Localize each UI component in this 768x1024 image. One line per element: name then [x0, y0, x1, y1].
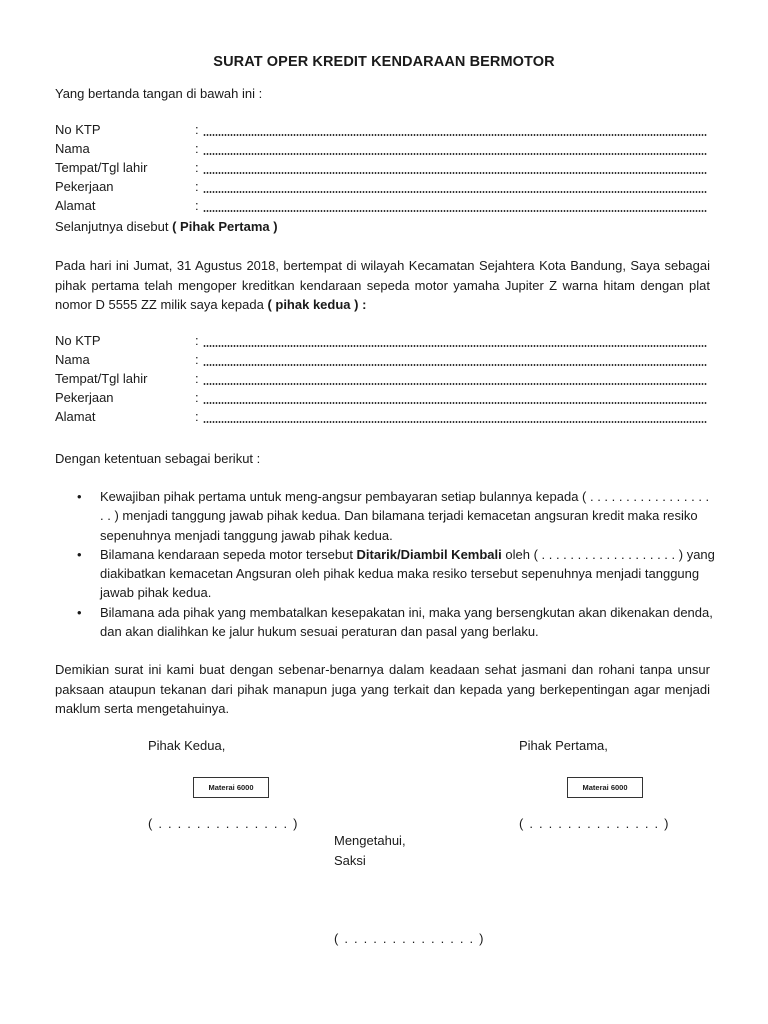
term-text-after: oleh ( . . . . . . . . . . . . . . . . . . . ) yang diakibatkan kemacetan Angsuran oleh pihak kedua maka resiko tersebut sepenuhnya menjadi tanggung jawab pihak kedua. [100, 546, 715, 601]
field-colon: : [195, 333, 199, 348]
designation-prefix: Selanjutnya disebut [55, 219, 173, 234]
field-label: Alamat [55, 198, 96, 213]
bullet-icon: • [77, 546, 82, 562]
field-label: Nama [55, 352, 90, 367]
field-label: Pekerjaan [55, 390, 114, 405]
field-colon: : [195, 141, 199, 156]
designation-label: ( Pihak Pertama ) [172, 219, 278, 234]
witness-name-blank[interactable]: ( . . . . . . . . . . . . . . ) [334, 931, 485, 946]
field-label: Nama [55, 141, 90, 156]
term-bold-text: Ditarik/Diambil Kembali [356, 546, 502, 562]
field-colon: : [195, 198, 199, 213]
term-text: Bilamana ada pihak yang membatalkan kesepakatan ini, maka yang bersengkutan akan dikenakan denda, dan akan dialihkan ke jalur hukum sesuai peraturan dan pasal yang berlaku. [100, 604, 713, 640]
field-colon: : [195, 160, 199, 175]
field-row-pekerjaan [55, 390, 715, 409]
term-item [55, 603, 715, 642]
alamat-blank-field[interactable] [203, 421, 707, 423]
first-party-name-blank[interactable]: ( . . . . . . . . . . . . . . ) [519, 816, 670, 831]
bullet-icon: • [77, 604, 82, 620]
field-colon: : [195, 352, 199, 367]
second-party-name-blank[interactable]: ( . . . . . . . . . . . . . . ) [148, 816, 299, 831]
pekerjaan-blank-field[interactable] [203, 191, 707, 193]
field-label: Alamat [55, 409, 96, 424]
field-label: Pekerjaan [55, 179, 114, 194]
field-label: No KTP [55, 122, 101, 137]
transfer-text: Pada hari ini Jumat, 31 Agustus 2018, bertempat di wilayah Kecamatan Sejahtera Kota Bandung, Saya sebagai pihak pertama telah mengoper kreditkan kendaraan sepeda motor yamaha Jupiter Z warna hitam dengan plat nomor D 5555 ZZ milik saya kepada [55, 258, 710, 312]
field-row-no-ktp [55, 333, 715, 352]
no-ktp-blank-field[interactable] [203, 134, 707, 136]
field-row-pekerjaan [55, 179, 715, 198]
intro-text: Yang bertanda tangan di bawah ini : [55, 86, 263, 101]
field-row-no-ktp [55, 122, 715, 141]
field-row-alamat [55, 409, 715, 428]
first-party-label: Pihak Pertama, [519, 738, 608, 753]
field-colon: : [195, 409, 199, 424]
closing-paragraph: Demikian surat ini kami buat dengan sebenar-benarnya dalam keadaan sehat jasmani dan rohani tanpa unsur paksaan ataupun tekanan dari pihak manapun juga yang terkait dan kepada yang berkepentingan agar menjadi maklum serta mengetahuinya. [55, 662, 710, 716]
bullet-icon: • [77, 489, 82, 504]
field-label: Tempat/Tgl lahir [55, 160, 148, 175]
no-ktp-blank-field[interactable] [203, 345, 707, 347]
witness-acknowledge-label: Mengetahui, [334, 833, 406, 848]
pekerjaan-blank-field[interactable] [203, 402, 707, 404]
term-item [55, 545, 715, 603]
tempat-tgl-lahir-blank-field[interactable] [203, 172, 707, 174]
terms-heading: Dengan ketentuan sebagai berikut : [55, 451, 261, 466]
first-party-designation [55, 217, 278, 236]
document-title: SURAT OPER KREDIT KENDARAAN BERMOTOR [213, 54, 555, 70]
field-colon: : [195, 179, 199, 194]
term-item [55, 487, 715, 545]
terms-list [55, 487, 715, 641]
field-colon: : [195, 390, 199, 405]
revenue-stamp-box: Materai 6000 [193, 777, 269, 798]
field-row-tempat-tgl-lahir [55, 160, 715, 179]
term-text: Kewajiban pihak pertama untuk meng-angsur pembayaran setiap bulannya kepada ( . . . . . . . . . . . . . . . . . . . ) menjadi tanggung jawab pihak kedua. Dan bilamana terjadi kemacetan angsuran kredit maka resiko sepenuhnya menjadi tanggung jawab pihak kedua. [100, 489, 710, 543]
tempat-tgl-lahir-blank-field[interactable] [203, 383, 707, 385]
second-party-label: Pihak Kedua, [148, 738, 226, 753]
witness-role-label: Saksi [334, 853, 366, 868]
nama-blank-field[interactable] [203, 364, 707, 366]
field-colon: : [195, 122, 199, 137]
transfer-paragraph [55, 256, 710, 315]
nama-blank-field[interactable] [203, 153, 707, 155]
field-row-nama [55, 352, 715, 371]
transfer-recipient: ( pihak kedua ) : [267, 297, 367, 312]
field-colon: : [195, 371, 199, 386]
field-label: Tempat/Tgl lahir [55, 371, 148, 386]
revenue-stamp-box: Materai 6000 [567, 777, 643, 798]
field-row-tempat-tgl-lahir [55, 371, 715, 390]
field-label: No KTP [55, 333, 101, 348]
term-text: Bilamana kendaraan sepeda motor tersebut [100, 546, 357, 562]
alamat-blank-field[interactable] [203, 210, 707, 212]
field-row-alamat [55, 198, 715, 217]
field-row-nama [55, 141, 715, 160]
